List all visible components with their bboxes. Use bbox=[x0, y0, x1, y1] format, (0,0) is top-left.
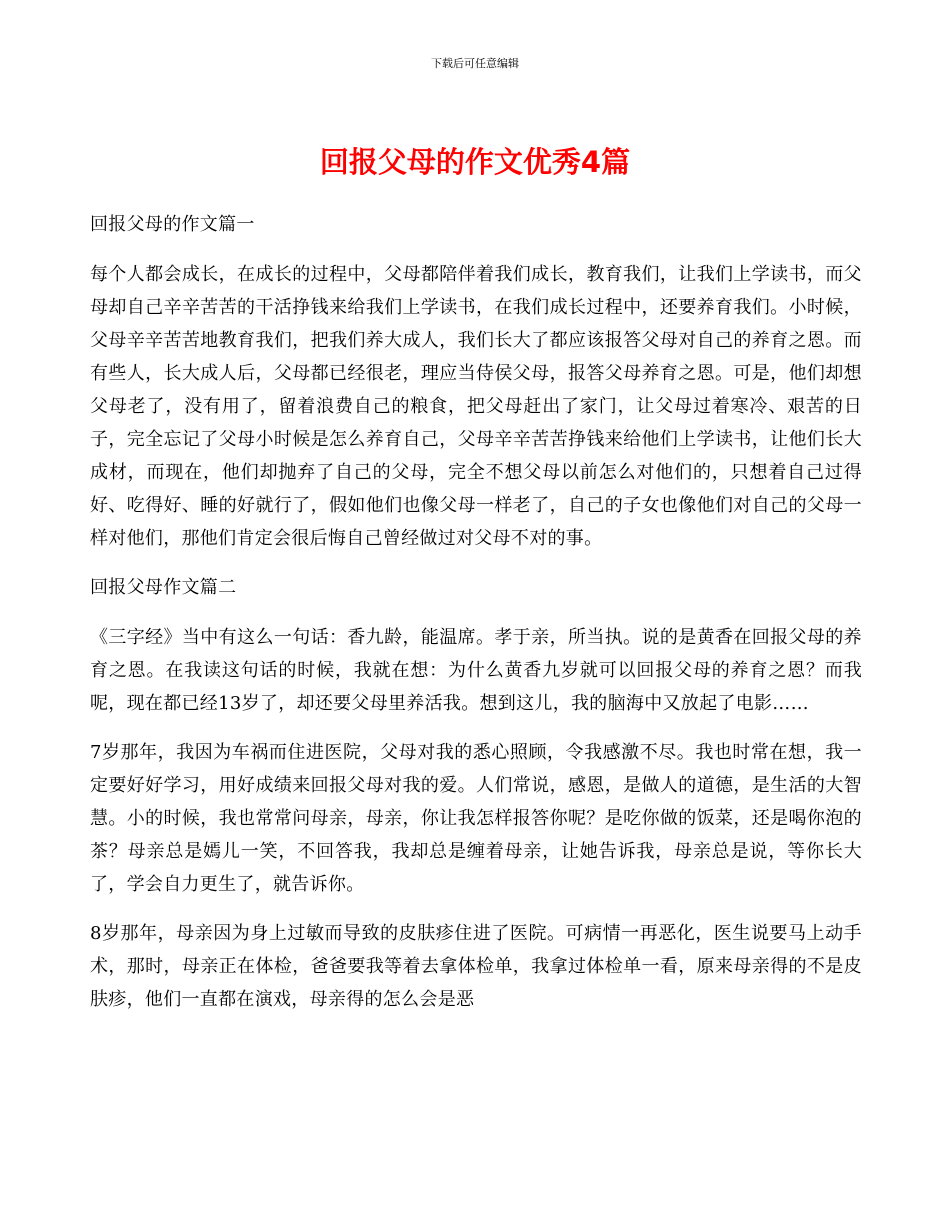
document-title: 回报父母的作文优秀4篇 bbox=[319, 145, 631, 179]
header-note: 下载后可任意编辑 bbox=[431, 57, 519, 70]
paragraph: 《三字经》当中有这么一句话：香九龄，能温席。孝于亲，所当执。说的是黄香在回报父母的养育之恩。在我读这句话的时候，我就在想：为什么黄香九岁就可以回报父母的养育之恩？而我呢，现在都已经13岁了，却还要父母里养活我。想到这儿，我的脑海中又放起了电影…… bbox=[90, 627, 862, 714]
section-heading-1: 回报父母的作文篇一 bbox=[90, 214, 255, 235]
document-body bbox=[90, 208, 862, 1032]
paragraph: 8岁那年，母亲因为身上过敏而导致的皮肤疹住进了医院。可病情一再恶化，医生说要马上动手术，那时，母亲正在体检，爸爸要我等着去拿体检单，我拿过体检单一看，原来母亲得的不是皮肤疹，他们一直都在演戏，母亲得的怎么会是恶 bbox=[90, 923, 862, 1010]
paragraph: 每个人都会成长，在成长的过程中，父母都陪伴着我们成长，教育我们，让我们上学读书，而父母却自己辛辛苦苦的干活挣钱来给我们上学读书，在我们成长过程中，还要养育我们。小时候，父母辛辛苦苦地教育我们，把我们养大成人，我们长大了都应该报答父母对自己的养育之恩。而有些人，长大成人后，父母都已经很老，理应当侍侯父母，报答父母养育之恩。可是，他们却想父母老了，没有用了，留着浪费自己的粮食，把父母赶出了家门，让父母过着寒冷、艰苦的日子，完全忘记了父母小时候是怎么养育自己，父母辛辛苦苦挣钱来给他们上学读书，让他们长大成材，而现在，他们却抛弃了自己的父母，完全不想父母以前怎么对他们的，只想着自己过得好、吃得好、睡的好就行了，假如他们也像父母一样老了，自己的子女也像他们对自己的父母一样对他们，那他们肯定会很后悔自己曾经做过对父母不对的事。 bbox=[90, 264, 862, 549]
section-heading-2: 回报父母作文篇二 bbox=[90, 577, 237, 598]
paragraph: 7岁那年，我因为车祸而住进医院，父母对我的悉心照顾，令我感激不尽。我也时常在想，我一定要好好学习，用好成绩来回报父母对我的爱。人们常说，感恩，是做人的道德，是生活的大智慧。小的时候，我也常常问母亲，母亲，你让我怎样报答你呢？是吃你做的饭菜，还是喝你泡的茶？母亲总是嫣儿一笑，不回答我，我却总是缠着母亲，让她告诉我，母亲总是说，等你长大了，学会自力更生了，就告诉你。 bbox=[90, 742, 862, 895]
